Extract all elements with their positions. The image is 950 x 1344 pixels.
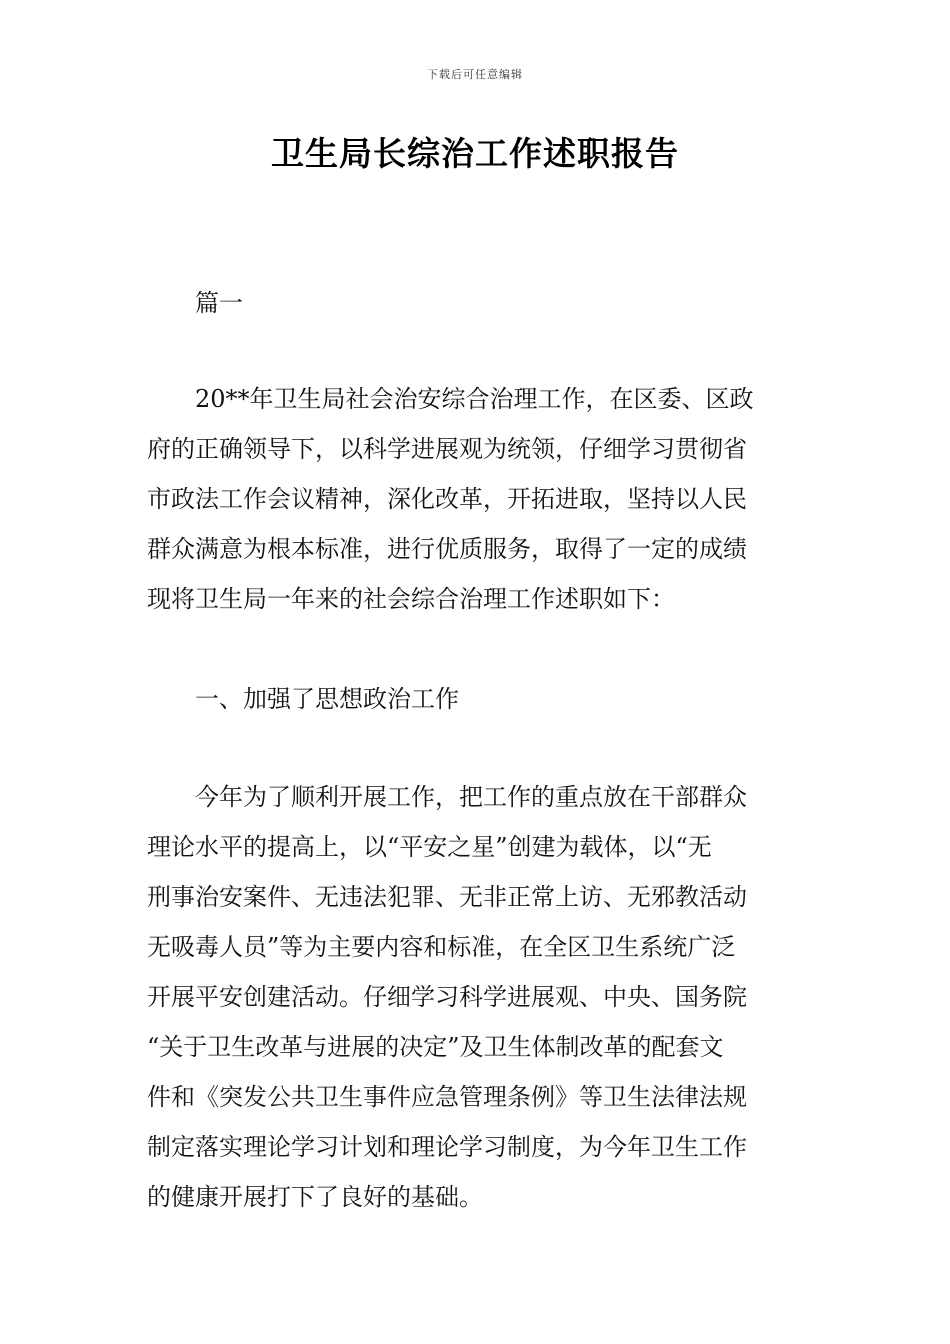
paragraph-line: 今年为了顺利开展工作，把工作的重点放在干部群众 xyxy=(195,783,747,811)
paragraph-line: 件和《突发公共卫生事件应急管理条例》等卫生法律法规 xyxy=(147,1083,747,1111)
paragraph-political-work xyxy=(147,772,807,1222)
paragraph-line: 市政法工作会议精神，深化改革，开拓进取，坚持以人民 xyxy=(147,485,747,513)
paragraph-line: 20**年卫生局社会治安综合治理工作，在区委、区政 xyxy=(195,385,754,413)
paragraph-intro xyxy=(147,374,807,624)
section-heading-1 xyxy=(147,674,807,724)
paragraph-line: 开展平安创建活动。仔细学习科学进展观、中央、国务院 xyxy=(147,983,747,1011)
paragraph-line: 制定落实理论学习计划和理论学习制度，为今年卫生工作 xyxy=(147,1133,747,1161)
paragraph-line: 府的正确领导下，以科学进展观为统领，仔细学习贯彻省 xyxy=(147,435,747,463)
paragraph-line: 现将卫生局一年来的社会综合治理工作述职如下： xyxy=(147,585,675,613)
section-label xyxy=(147,278,807,328)
paragraph-line: “关于卫生改革与进展的决定”及卫生体制改革的配套文 xyxy=(147,1033,724,1061)
paragraph-line: 刑事治安案件、无违法犯罪、无非正常上访、无邪教活动 xyxy=(147,883,747,911)
document-title: 卫生局长综治工作述职报告 xyxy=(271,134,679,173)
section-label-text: 篇一 xyxy=(195,289,243,317)
paragraph-line: 群众满意为根本标准，进行优质服务，取得了一定的成绩 xyxy=(147,535,747,563)
paragraph-line: 理论水平的提高上，以“平安之星”创建为载体，以“无 xyxy=(147,833,712,861)
section-heading-text: 一、加强了思想政治工作 xyxy=(195,685,459,713)
paragraph-line: 无吸毒人员”等为主要内容和标准，在全区卫生系统广泛 xyxy=(147,933,736,961)
paragraph-line: 的健康开展打下了良好的基础。 xyxy=(147,1183,483,1211)
header-note: 下载后可任意编辑 xyxy=(427,68,523,81)
